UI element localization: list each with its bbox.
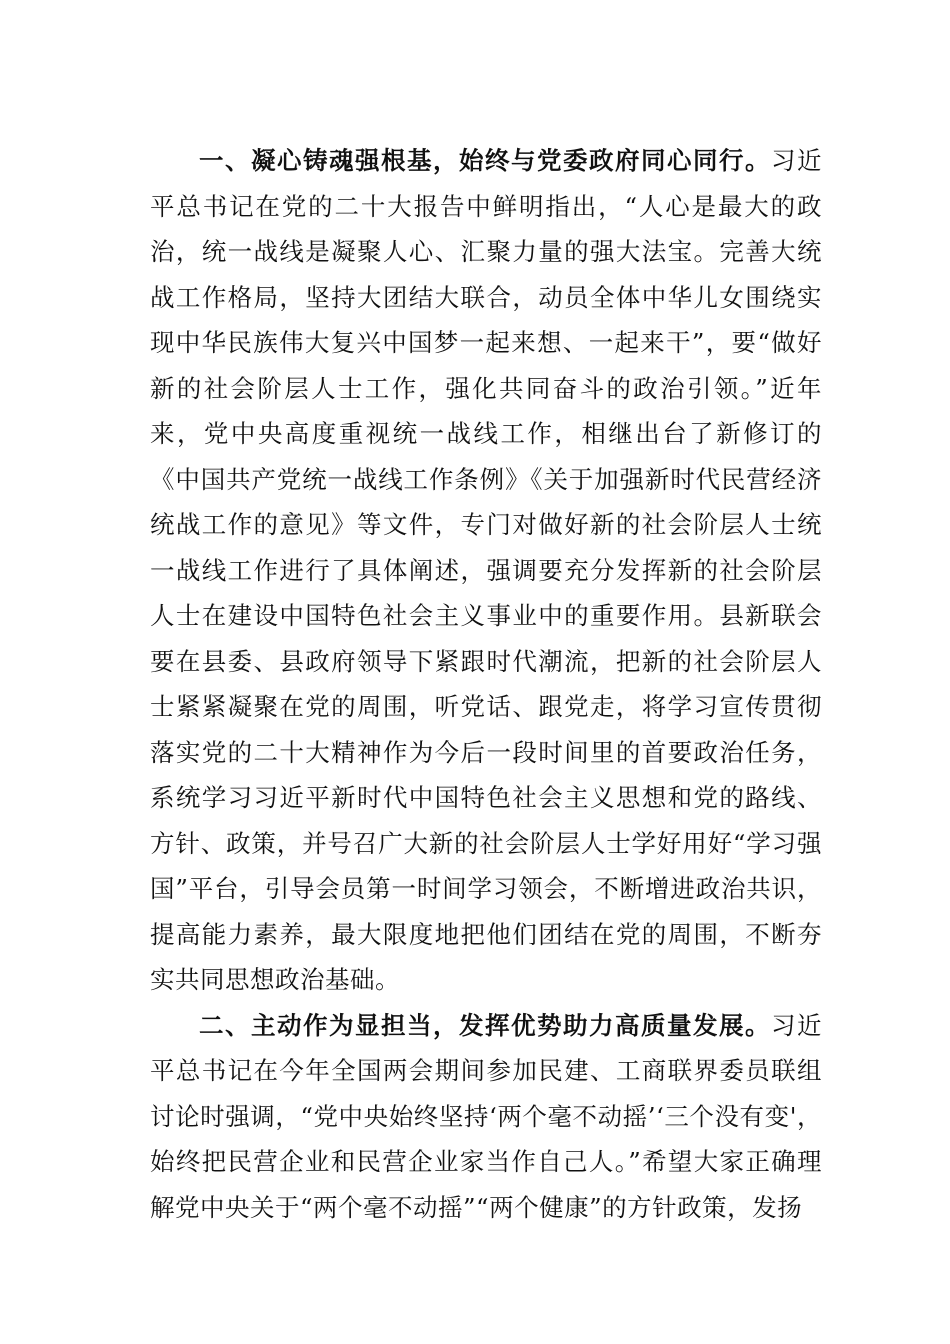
paragraph-2-heading: 二、主动作为显担当，发挥优势助力高质量发展。: [199, 1010, 771, 1040]
paragraph-2: [150, 1003, 822, 1231]
paragraph-2-body: 习近平总书记在今年全国两会期间参加民建、工商联界委员联组讨论时强调，“党中央始终坚持‘两个毫不动摇’‘三个没有变'，始终把民营企业和民营企业家当作自己人。”希望大家正确理解党中央关于“两个毫不动摇”“两个健康”的方针政策，发扬: [150, 1010, 822, 1222]
paragraph-1: [150, 138, 822, 1003]
paragraph-1-heading: 一、凝心铸魂强根基，始终与党委政府同心同行。: [199, 146, 771, 175]
document-page: [150, 138, 822, 1230]
paragraph-1-body: 习近平总书记在党的二十大报告中鲜明指出，“人心是最大的政治，统一战线是凝聚人心、汇聚力量的强大法宝。完善大统战工作格局，坚持大团结大联合，动员全体中华儿女围绕实现中华民族伟大复兴中国梦一起来想、一起来干”，要“做好新的社会阶层人士工作，强化共同奋斗的政治引领。”近年来，党中央高度重视统一战线工作，相继出台了新修订的《中国共产党统一战线工作条例》《关于加强新时代民营经济统战工作的意见》等文件，专门对做好新的社会阶层人士统一战线工作进行了具体阐述，强调要充分发挥新的社会阶层人士在建设中国特色社会主义事业中的重要作用。县新联会要在县委、县政府领导下紧跟时代潮流，把新的社会阶层人士紧紧凝聚在党的周围，听党话、跟党走，将学习宣传贯彻落实党的二十大精神作为今后一段时间里的首要政治任务，系统学习习近平新时代中国特色社会主义思想和党的路线、方针、政策，并号召广大新的社会阶层人士学好用好“学习强国”平台，引导会员第一时间学习领会，不断增进政治共识，提高能力素养，最大限度地把他们团结在党的周围，不断夯实共同思想政治基础。: [150, 146, 822, 994]
